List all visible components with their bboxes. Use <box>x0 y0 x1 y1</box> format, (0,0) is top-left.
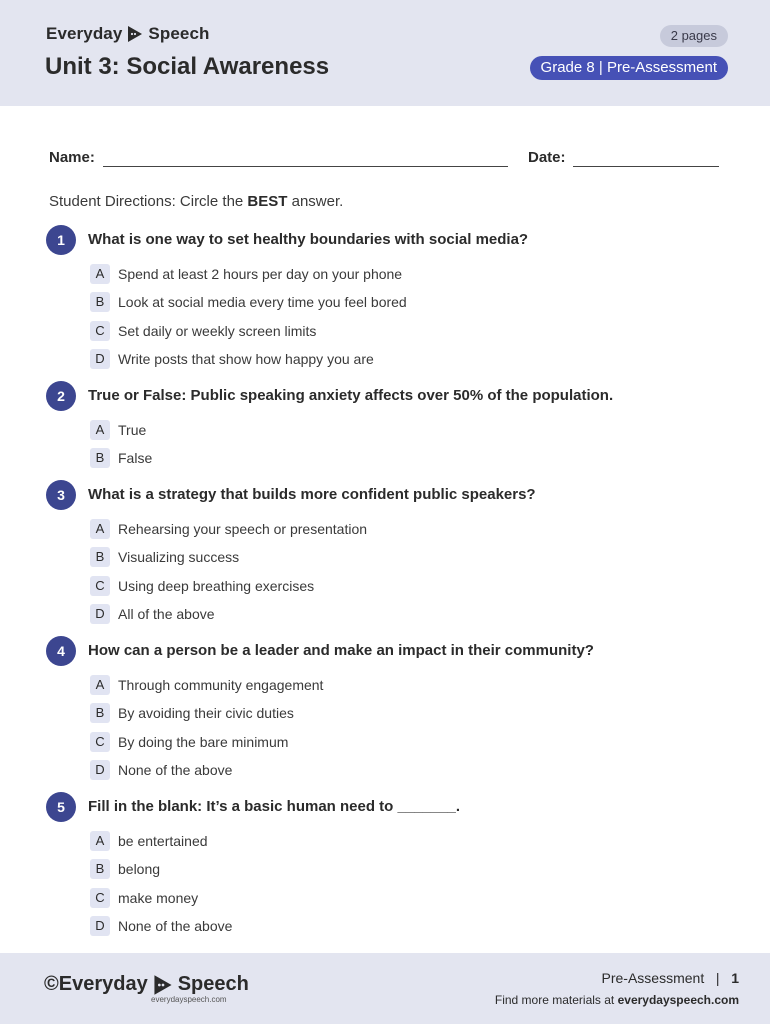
question-text: How can a person be a leader and make an impact in their community? <box>88 642 594 659</box>
answer-option[interactable] <box>90 884 232 912</box>
answer-option[interactable] <box>90 699 323 727</box>
footer-page-label <box>495 970 739 986</box>
option-text: All of the above <box>118 606 215 623</box>
option-letter: A <box>90 420 110 440</box>
option-letter: D <box>90 916 110 936</box>
option-text: Visualizing success <box>118 549 240 566</box>
question-text: What is a strategy that builds more confident public speakers? <box>88 486 536 503</box>
footer-url: everydayspeech.com <box>151 995 227 1004</box>
option-text: Write posts that show how happy you are <box>118 351 374 368</box>
footer-logo-text-left: ©Everyday <box>44 973 148 995</box>
option-letter: B <box>90 859 110 879</box>
logo-text-right: Speech <box>148 24 210 43</box>
answer-option[interactable] <box>90 416 152 444</box>
answer-option[interactable] <box>90 827 232 855</box>
page-title: Unit 3: Social Awareness <box>45 53 330 80</box>
answer-option[interactable] <box>90 855 232 883</box>
answer-option[interactable] <box>90 756 323 784</box>
option-letter: A <box>90 519 110 539</box>
name-line[interactable] <box>103 166 508 167</box>
option-text: None of the above <box>118 762 233 779</box>
option-letter: C <box>90 321 110 341</box>
question-text: What is one way to set healthy boundaries with social media? <box>88 231 529 248</box>
speech-bubble-icon <box>152 974 174 996</box>
option-letter: D <box>90 604 110 624</box>
option-text: Spend at least 2 hours per day on your phone <box>118 266 403 283</box>
option-letter: B <box>90 547 110 567</box>
option-letter: C <box>90 732 110 752</box>
footer-logo <box>44 973 249 996</box>
answer-options <box>90 416 152 473</box>
directions-suffix: answer. <box>287 193 344 210</box>
answer-option[interactable] <box>90 543 367 571</box>
answer-option[interactable] <box>90 515 367 543</box>
option-letter: A <box>90 675 110 695</box>
option-text: None of the above <box>118 918 233 935</box>
page-header <box>0 0 770 106</box>
brand-logo <box>46 24 210 44</box>
answer-option[interactable] <box>90 572 367 600</box>
date-line[interactable] <box>573 166 719 167</box>
question-number: 4 <box>46 636 76 666</box>
answer-option[interactable] <box>90 288 407 316</box>
option-text: belong <box>118 861 161 878</box>
footer-info <box>495 970 739 1007</box>
answer-option[interactable] <box>90 728 323 756</box>
option-letter: B <box>90 292 110 312</box>
student-directions <box>49 193 343 210</box>
pages-badge: 2 pages <box>660 25 728 47</box>
answer-options <box>90 827 232 940</box>
speech-bubble-icon <box>126 25 144 43</box>
option-letter: A <box>90 831 110 851</box>
option-letter: B <box>90 703 110 723</box>
option-text: Through community engagement <box>118 677 324 694</box>
question-number: 1 <box>46 225 76 255</box>
option-text: By avoiding their civic duties <box>118 705 294 722</box>
question-text: Fill in the blank: It’s a basic human need to _______. <box>88 798 461 815</box>
answer-option[interactable] <box>90 671 323 699</box>
option-letter: A <box>90 264 110 284</box>
answer-option[interactable] <box>90 444 152 472</box>
footer-logo-text-right: Speech <box>177 973 249 995</box>
directions-emphasis: BEST <box>247 193 288 210</box>
name-label: Name: <box>49 149 95 166</box>
option-text: False <box>118 450 153 467</box>
question-number: 2 <box>46 381 76 411</box>
grade-badge: Grade 8 | Pre-Assessment <box>530 56 728 80</box>
option-letter: D <box>90 760 110 780</box>
option-text: Rehearsing your speech or presentation <box>118 521 368 538</box>
option-text: be entertained <box>118 833 208 850</box>
answer-options <box>90 260 407 373</box>
name-date-row <box>49 149 719 171</box>
option-letter: C <box>90 576 110 596</box>
answer-option[interactable] <box>90 345 407 373</box>
option-text: By doing the bare minimum <box>118 733 289 750</box>
question-number: 5 <box>46 792 76 822</box>
find-prefix: Find more materials at <box>494 993 618 1007</box>
answer-option[interactable] <box>90 912 232 940</box>
option-letter: D <box>90 349 110 369</box>
page-footer <box>0 953 770 1024</box>
option-text: Using deep breathing exercises <box>118 577 315 594</box>
logo-text-left: Everyday <box>46 24 123 43</box>
footer-label: Pre-Assessment <box>601 970 705 986</box>
option-letter: C <box>90 888 110 908</box>
footer-separator: | <box>715 970 720 986</box>
directions-prefix: Student Directions: Circle the <box>49 193 248 210</box>
answer-options <box>90 515 367 628</box>
answer-options <box>90 671 323 784</box>
answer-option[interactable] <box>90 600 367 628</box>
answer-option[interactable] <box>90 317 407 345</box>
option-text: Look at social media every time you feel bored <box>118 294 407 311</box>
footer-find-more <box>495 993 739 1007</box>
option-letter: B <box>90 448 110 468</box>
page-number: 1 <box>731 970 739 986</box>
find-site-link[interactable]: everydayspeech.com <box>617 993 739 1007</box>
answer-option[interactable] <box>90 260 407 288</box>
question-number: 3 <box>46 480 76 510</box>
option-text: True <box>118 422 147 439</box>
option-text: make money <box>118 889 199 906</box>
question-text: True or False: Public speaking anxiety affects over 50% of the population. <box>88 387 614 404</box>
option-text: Set daily or weekly screen limits <box>118 322 317 339</box>
date-label: Date: <box>528 149 566 166</box>
